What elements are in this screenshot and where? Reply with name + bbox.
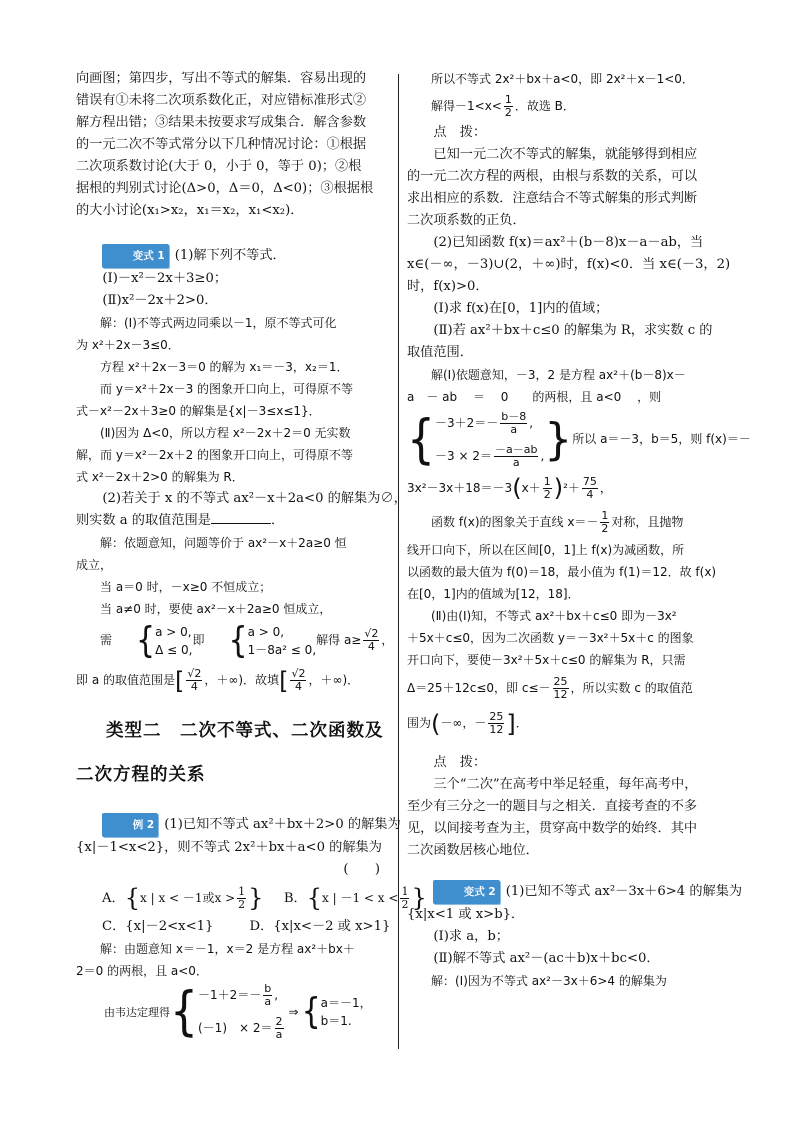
paren: ) xyxy=(553,474,564,502)
tip-line: 求出相应的系数．注意结合不等式解集的形式判断 xyxy=(407,191,698,206)
solution-line: 成立， xyxy=(76,558,113,572)
intro-line: 的一元二次不等式常分以下几种情况讨论：①根据 xyxy=(76,137,367,152)
variant-1-question: (1)解下列不等式． xyxy=(174,248,286,263)
example-2-question: {x|－1<x<2}，则不等式 2x²＋bx＋a<0 的解集为 xyxy=(76,839,382,855)
system-1 xyxy=(155,623,192,659)
denominator: a xyxy=(264,995,272,1008)
example-2-question: (1)已知不等式 ax²＋bx＋2>0 的解集为 xyxy=(164,816,401,832)
denominator: a xyxy=(510,422,518,436)
fraction xyxy=(600,510,609,535)
vieta-system: 由韦达定理得{ －1＋2＝－ $\frac{b}{a}$ , (－1) × 2＝ $\frac{2}{a}$ ⇒ { a＝－1， b＝1. xyxy=(104,980,372,1042)
solution-line xyxy=(407,505,721,539)
variant-2-question: (1)已知不等式 ax²－3x＋6>4 的解集为 xyxy=(505,883,743,899)
solution-system-line xyxy=(76,618,394,661)
solve-text: 解得－1<x< xyxy=(431,99,502,113)
denominator: 2 xyxy=(401,897,409,911)
variant-1-part-ii: (Ⅱ)x²－2x＋2>0． xyxy=(102,293,218,308)
question-part-ii: 取值范围． xyxy=(407,345,473,360)
denominator: a xyxy=(275,1028,283,1041)
solution-line: 在[0，1]内的值域为[12，18]． xyxy=(407,587,580,601)
solution-line: 解：由题意知 x＝－1，x＝2 是方程 ax²＋bx＋ xyxy=(100,941,355,956)
vieta-text: 由韦达定理得 xyxy=(104,1005,170,1019)
numerator: 25 xyxy=(553,675,568,688)
fraction xyxy=(275,1016,284,1041)
solution-line: 解：(Ⅰ)因为不等式 ax²－3x＋6>4 的解集为 xyxy=(431,973,667,988)
solution-line: 开口向下，要使－3x²＋5x＋c≤0 的解集为 R，只需 xyxy=(407,653,686,667)
variant-1-part-i: (Ⅰ)－x²－2x＋3≥0； xyxy=(102,271,228,286)
question-line: x∈(－∞，－3)∪(2，＋∞)时，f(x)<0．当 x∈(－3，2) xyxy=(407,257,731,272)
system-row: 1－8a² ≤ 0, xyxy=(247,642,317,657)
tip-line: 三个“二次”在高考中举足轻重，每年高考中， xyxy=(433,776,698,792)
system-row: b＝1. xyxy=(320,1014,352,1028)
punct: ． xyxy=(515,716,528,730)
variant-2-part-i: (Ⅰ)求 a，b； xyxy=(433,928,509,944)
intro-line: 解方程出错；③结果未按要求写成集合．解含参数 xyxy=(76,115,367,130)
section-heading: 类型二 二次不等式、二次函数及 xyxy=(106,720,384,741)
solution-text: －∞，－ xyxy=(440,716,487,730)
system-row: －3 × 2＝ xyxy=(435,448,492,463)
option-a-body: x | x < －1或x > xyxy=(140,890,236,905)
variant-1-badge: 变式 1 xyxy=(102,244,168,268)
solution-line: 解：依题意知，问题等价于 ax²－x＋2a≥0 恒 xyxy=(100,536,347,550)
system-row: －1＋2＝－ xyxy=(198,988,262,1002)
bracket: [ xyxy=(279,666,289,695)
numerator: √2 xyxy=(364,627,379,640)
example-2-badge: 例 2 xyxy=(102,813,158,837)
solution-line: 方程 x²＋2x－3＝0 的解为 x₁＝－3，x₂＝1． xyxy=(100,360,349,374)
solution-text: ，所以实数 c 的取值范 xyxy=(570,681,693,695)
tip-line: 二次函数居核心地位． xyxy=(407,842,539,858)
system-row: Δ ≤ 0, xyxy=(155,642,193,657)
numerator: 1 xyxy=(601,509,609,522)
solution-text: 函数 f(x)的图象关于直线 x＝－ xyxy=(431,515,599,529)
options-ab xyxy=(76,881,427,916)
numerator: －a－ab xyxy=(494,442,538,456)
solution-line: 所以不等式 2x²＋bx＋a<0，即 2x²＋x－1<0． xyxy=(431,72,694,86)
brace: } xyxy=(411,884,427,912)
solution-line: a － ab ＝ 0 的两根，且 a<0 ，则 xyxy=(407,390,662,404)
system-row: (－1) × 2＝ xyxy=(198,1021,273,1035)
intro-paragraph xyxy=(76,68,388,222)
denominator: 4 xyxy=(586,487,594,501)
fraction xyxy=(488,711,504,736)
solution-system xyxy=(407,408,751,471)
fraction xyxy=(186,668,202,693)
fraction xyxy=(504,94,513,119)
numerator: 75 xyxy=(582,474,597,488)
system xyxy=(321,994,372,1030)
solution-line xyxy=(407,705,721,742)
tip-line: 已知一元二次不等式的解集，就能够得到相应 xyxy=(433,147,698,162)
variant-2-question: {x|x<1 或 x>b}． xyxy=(407,906,525,922)
bracket: ] xyxy=(506,709,516,738)
solution-line xyxy=(407,90,721,122)
left-brace: { xyxy=(170,980,198,1042)
variant-2 xyxy=(407,880,743,992)
fraction xyxy=(543,476,552,501)
tip-label: 点 拨： xyxy=(433,754,487,770)
numerator: b－8 xyxy=(501,409,527,423)
solution-range-line xyxy=(76,660,388,701)
answer-paren: ( ) xyxy=(343,861,380,877)
system-row: a > 0, xyxy=(155,624,192,639)
variant-1-q2-line: 则实数 a 的取值范围是 xyxy=(76,513,211,528)
solution-text: 围为 xyxy=(407,716,432,730)
fraction xyxy=(290,668,306,693)
solution-line: ＋5x＋c≤0，因为二次函数 y＝－3x²＋5x＋c 的图象 xyxy=(407,631,694,645)
solution-line: 解(Ⅰ)依题意知，－3，2 是方程 ax²＋(b－8)x－ xyxy=(431,368,686,382)
range-text: 即 a 的取值范围是 xyxy=(76,673,175,687)
variant-1 xyxy=(76,244,407,701)
option-b-label: B． xyxy=(283,890,307,906)
solution-text: x＋ xyxy=(521,480,541,495)
punct: ， xyxy=(599,480,612,495)
solution-line xyxy=(407,471,721,506)
tip-label: 点 拨： xyxy=(433,125,487,140)
system-row: －3＋2＝－ xyxy=(435,415,499,430)
option-c: C．{x|－2<x<1} xyxy=(102,918,214,934)
solution-line: (Ⅱ)因为 Δ<0，所以方程 x²－2x＋2＝0 无实数 xyxy=(100,426,351,440)
denominator: 12 xyxy=(553,688,568,701)
denominator: 4 xyxy=(294,680,302,693)
solution-line xyxy=(407,671,721,705)
system: －3＋2＝－ $\frac{b-8}{a}$ , －3 × 2＝ $\frac{-a-ab}{a}$ , xyxy=(435,409,545,469)
fraction xyxy=(494,444,538,469)
numerator: 25 xyxy=(489,710,504,723)
system-row: a > 0, xyxy=(247,624,285,639)
option-d: D．{x|x<－2 或 x>1} xyxy=(249,918,391,934)
numerator: 1 xyxy=(238,884,246,898)
fraction xyxy=(237,886,246,911)
system-2 xyxy=(248,623,317,659)
question-part-ii: (Ⅱ)若 ax²＋bx＋c≤0 的解集为 R，求实数 c 的 xyxy=(433,323,713,338)
denominator: a xyxy=(512,455,520,469)
options-cd xyxy=(76,916,391,938)
denominator: 4 xyxy=(190,680,198,693)
need-text: 需 xyxy=(100,633,113,647)
left-brace: { xyxy=(228,618,248,661)
system-row: a＝－1， xyxy=(320,996,372,1010)
brace: { xyxy=(306,884,323,912)
denominator: 2 xyxy=(543,487,551,501)
fraction xyxy=(363,628,379,653)
punct: ． xyxy=(270,513,285,528)
question-line: 时，f(x)>0． xyxy=(407,279,489,294)
fraction xyxy=(500,411,527,436)
fraction xyxy=(263,983,272,1008)
intro-line: 的大小讨论(x₁>x₂，x₁＝x₂，x₁<x₂)． xyxy=(76,203,304,218)
solution-text: 对称，且抛物 xyxy=(611,515,684,529)
solution-line: 式 x²－2x＋2>0 的解集为 R． xyxy=(76,470,244,484)
solution-line: 当 a≠0 时，要使 ax²－x＋2a≥0 恒成立， xyxy=(100,602,332,616)
numerator: 1 xyxy=(504,93,512,106)
tip-line: 至少有三分之一的题目与之相关．直接考查的不多 xyxy=(407,798,698,814)
numerator: √2 xyxy=(187,667,202,680)
punct: ， xyxy=(381,633,394,647)
section-heading-cont: 二次方程的关系 xyxy=(76,764,206,785)
tip-line: 的一元二次方程的两根，由根与系数的关系，可以 xyxy=(407,169,698,184)
range-text: ，＋∞)．故填 xyxy=(204,673,280,687)
numerator: b xyxy=(264,982,272,995)
intro-line: 错误有①未将二次项系数化正，对应错标准形式② xyxy=(76,93,367,108)
left-brace: { xyxy=(136,618,156,661)
numerator: √2 xyxy=(291,667,306,680)
solution-line: 解，而 y＝x²－2x＋2 的图象开口向上，可得原不等 xyxy=(76,448,354,462)
fraction xyxy=(553,676,569,701)
intro-line: 向画图；第四步，写出不等式的解集．容易出现的 xyxy=(76,71,367,86)
brace: } xyxy=(248,884,264,912)
brace: { xyxy=(124,884,140,912)
solution-line: 解：(Ⅰ)不等式两边同乘以－1，原不等式可化 xyxy=(100,316,337,330)
bracket: [ xyxy=(174,666,185,695)
variant-1-q2-line: (2)若关于 x 的不等式 ax²－x＋2a<0 的解集为∅， xyxy=(102,491,407,506)
solution-text: 3x²－3x＋18＝－3 xyxy=(407,480,513,495)
example-2 xyxy=(76,813,427,1043)
intro-line: 据根的判别式讨论(Δ>0，Δ＝0，Δ<0)；③根据根 xyxy=(76,181,374,196)
answer-blank xyxy=(211,511,271,524)
solution-line: 而 y＝x²＋2x－3 的图象开口向上，可得原不等 xyxy=(100,382,354,396)
solution-text: Δ＝25＋12c≤0，即 c≤－ xyxy=(407,681,551,695)
paren: ( xyxy=(512,474,522,502)
solution-line: 为 x²＋2x－3≤0． xyxy=(76,338,180,352)
intro-line: 二次项系数讨论(大于 0，小于 0，等于 0)；②根 xyxy=(76,159,362,174)
variant-2-part-ii: (Ⅱ)解不等式 ax²－(ac＋b)x＋bc<0． xyxy=(433,950,660,966)
denominator: 12 xyxy=(489,723,504,736)
ji-text: 即 xyxy=(192,633,205,647)
numerator: 2 xyxy=(275,1015,283,1028)
denominator: 2 xyxy=(601,522,609,535)
tip-line: 二次项系数的正负． xyxy=(407,213,526,228)
left-brace: { xyxy=(407,408,435,470)
left-brace: { xyxy=(301,990,321,1033)
range-text: ，＋∞)． xyxy=(308,673,360,687)
denominator: 4 xyxy=(367,640,375,653)
denominator: 2 xyxy=(238,897,246,911)
question-part-i: (Ⅰ)求 f(x)在[0，1]内的值域； xyxy=(433,301,609,316)
numerator: 1 xyxy=(401,884,409,898)
denominator: 2 xyxy=(504,106,512,119)
option-a-label: A． xyxy=(102,890,125,906)
solve-text: 解得 a≥ xyxy=(316,633,362,647)
paren: ( xyxy=(431,709,441,738)
numerator: 1 xyxy=(543,474,551,488)
solution-line: 当 a＝0 时，－x≥0 不恒成立； xyxy=(100,580,272,594)
solution-line: 2＝0 的两根，且 a<0． xyxy=(76,963,208,978)
brace: } xyxy=(544,413,573,465)
solution-line: 以函数的最大值为 f(0)＝18，最小值为 f(1)＝12．故 f(x) xyxy=(407,565,717,579)
fraction xyxy=(582,476,598,501)
solve-text: ．故选 B． xyxy=(514,99,575,113)
option-b-body: x | －1 < x < xyxy=(322,890,399,905)
question-line: (2)已知函数 f(x)＝ax²＋(b－8)x－a－ab，当 xyxy=(433,235,704,250)
solution-text: 所以 a＝－3，b＝5，则 f(x)＝－ xyxy=(572,432,751,446)
solution-line: 线开口向下，所以在区间[0，1]上 f(x)为减函数，所 xyxy=(407,543,685,557)
solution-text: ²＋ xyxy=(563,480,580,495)
variant-2-badge: 变式 2 xyxy=(433,880,499,904)
solution-line: (Ⅱ)由(Ⅰ)知，不等式 ax²＋bx＋c≤0 即为－3x² xyxy=(431,609,677,623)
solution-line: 式－x²－2x＋3≥0 的解集是{x|－3≤x≤1}． xyxy=(76,404,321,418)
right-column xyxy=(407,68,751,992)
tip-line: 见，以间接考查为主，贯穿高中数学的始终．其中 xyxy=(407,820,698,836)
system: －1＋2＝－ $\frac{b}{a}$ , (－1) × 2＝ $\frac{2}{a}$ xyxy=(198,982,283,1041)
